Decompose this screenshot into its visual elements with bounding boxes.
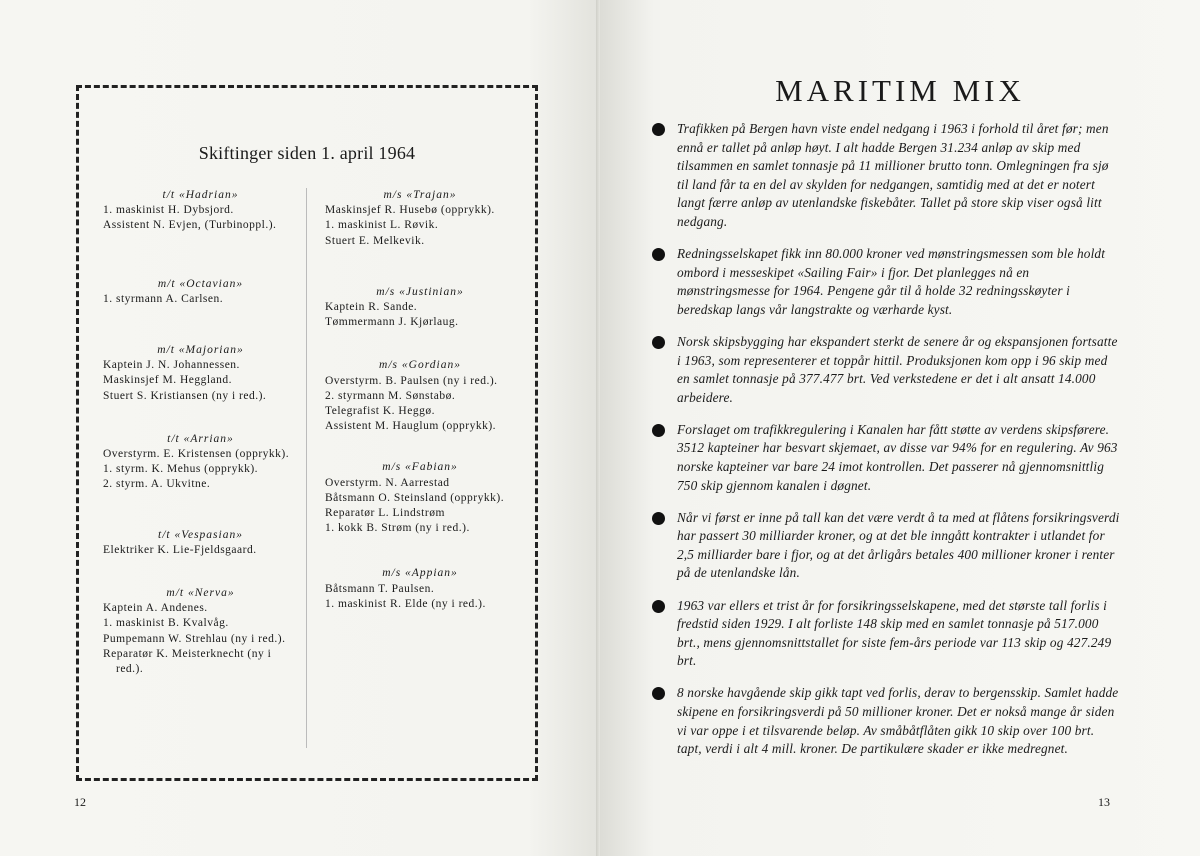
crew-line: Båtsmann O. Steinsland (opprykk). bbox=[325, 491, 505, 504]
bullet-icon bbox=[652, 123, 665, 136]
news-item bbox=[650, 597, 1120, 671]
ship-name: m/s «Gordian» bbox=[379, 359, 461, 372]
bullet-icon bbox=[652, 248, 665, 261]
crew-line: 1. maskinist R. Elde (ny i red.). bbox=[325, 597, 486, 610]
bullet-icon bbox=[652, 512, 665, 525]
bullet-icon bbox=[652, 687, 665, 700]
ship-entry bbox=[325, 566, 515, 612]
ship-name: m/t «Nerva» bbox=[166, 587, 235, 600]
ship-name: m/s «Appian» bbox=[382, 567, 458, 580]
ship-name: m/s «Fabian» bbox=[382, 461, 458, 474]
crew-line: 2. styrmann M. Sønstabø. bbox=[325, 389, 456, 402]
right-page bbox=[600, 0, 1200, 856]
crew-line: Maskinsjef R. Husebø (opprykk). bbox=[325, 204, 495, 217]
news-item-text: Forslaget om trafikkregulering i Kanalen har fått støtte av verdens skipsførere. 3512 kapteiner har besvart skjemaet, av disse var 94% for en regulering. Av 963 norske kapteiner var bare 24 imot kontrollen. Det passerer nå gjennomsnittlig 750 skip gjennom kanalen i døgnet. bbox=[677, 421, 1118, 493]
crew-line: Kaptein J. N. Johannessen. bbox=[103, 359, 240, 372]
crew-line: 1. styrmann A. Carlsen. bbox=[103, 292, 224, 305]
crew-line: Pumpemann W. Strehlau (ny i red.). bbox=[103, 632, 286, 645]
page-number-right: 13 bbox=[1098, 795, 1110, 809]
crew-line: Overstyrm. B. Paulsen (ny i red.). bbox=[325, 374, 498, 387]
ship-entry bbox=[325, 460, 515, 536]
crew-line: 1. maskinist B. Kvalvåg. bbox=[103, 617, 229, 630]
crew-line: Telegrafist K. Heggø. bbox=[325, 405, 435, 418]
crew-line: Reparatør K. Meisterknecht (ny i red.). bbox=[103, 647, 272, 676]
news-item-text: Redningsselskapet fikk inn 80.000 kroner ved mønstringsmessen som ble holdt ombord i messeskipet «Sailing Fair» i fjor. Det planlegges nå en mønstringsmesse for 1964. Pengene går til å holde 32 redningsskøyter i beredskap langs vår langstrakte og værharde kyst. bbox=[677, 246, 1106, 317]
crew-line: Maskinsjef M. Heggland. bbox=[103, 374, 233, 387]
news-item-text: Norsk skipsbygging har ekspandert sterkt de senere år og ekspansjonen fortsatte i 1963, som representerer et toppår hittil. Produksjonen kom opp i 96 skip med en samlet tonnasje på 377.477 brt. Ved verkstedene er det i alt ansatt 14.000 arbeidere. bbox=[677, 333, 1118, 405]
ship-entry bbox=[103, 528, 298, 558]
news-item bbox=[650, 509, 1120, 583]
crew-line: Båtsmann T. Paulsen. bbox=[325, 582, 435, 595]
column-divider bbox=[306, 188, 307, 748]
news-item bbox=[650, 333, 1120, 407]
crew-line: 1. maskinist H. Dybsjord. bbox=[103, 204, 234, 217]
crew-line: 2. styrm. A. Ukvitne. bbox=[103, 478, 211, 491]
maritim-mix-title: MARITIM MIX bbox=[775, 73, 1025, 108]
bullet-icon bbox=[652, 336, 665, 349]
crew-line: 1. styrm. K. Mehus (opprykk). bbox=[103, 463, 259, 476]
bullet-icon bbox=[652, 600, 665, 613]
news-item-text: Trafikken på Bergen havn viste endel nedgang i 1963 i forhold til året før; men ennå er tallet på anløp høyt. I alt hadde Bergen 31.234 anløp av skip med tilsammen en samlet tonnasje på 11 millioner brutto tonn. Omlegningen fra sjø til land får ta en del av skylden for nedgangen, samtidig med at det er notert langt færre anløp av utenlandske fiskebåter. Tallet på store skip viser også litt nedgang. bbox=[677, 121, 1109, 229]
ship-entry bbox=[103, 586, 298, 677]
right-column bbox=[325, 188, 515, 612]
crew-line: Stuert E. Melkevik. bbox=[325, 234, 425, 247]
bullet-icon bbox=[652, 424, 665, 437]
ship-name: m/s «Trajan» bbox=[383, 189, 457, 201]
ship-entry bbox=[103, 343, 298, 404]
crew-line: Assistent N. Evjen, (Turbinoppl.). bbox=[103, 219, 277, 232]
crew-line: 1. maskinist L. Røvik. bbox=[325, 219, 439, 232]
crew-line: Tømmermann J. Kjørlaug. bbox=[325, 316, 459, 329]
ship-name: t/t «Hadrian» bbox=[162, 189, 239, 201]
news-item bbox=[650, 684, 1120, 758]
ship-name: t/t «Vespasian» bbox=[158, 528, 243, 541]
crew-line: Elektriker K. Lie-Fjeldsgaard. bbox=[103, 543, 257, 556]
news-item bbox=[650, 245, 1120, 319]
ship-entry bbox=[103, 277, 298, 307]
crew-line: Overstyrm. E. Kristensen (opprykk). bbox=[103, 448, 290, 461]
crew-line: Stuert S. Kristiansen (ny i red.). bbox=[103, 389, 267, 402]
page-number-left: 12 bbox=[74, 795, 86, 809]
ship-entry bbox=[103, 432, 298, 493]
ship-name: m/t «Majorian» bbox=[157, 344, 244, 357]
crew-line: 1. kokk B. Strøm (ny i red.). bbox=[325, 522, 470, 535]
news-item bbox=[650, 120, 1120, 232]
ship-entry bbox=[325, 285, 515, 331]
crew-line: Kaptein R. Sande. bbox=[325, 301, 418, 314]
crew-line: Overstyrm. N. Aarrestad bbox=[325, 476, 450, 489]
crew-line: Reparatør L. Lindstrøm bbox=[325, 507, 445, 520]
news-item-text: 8 norske havgående skip gikk tapt ved forlis, derav to bergensskip. Samlet hadde skipene en forsikringsverdi på 50 millioner kroner. Det er nokså mange år siden vi var oppe i et tilsvarende beløp. Av småbåtflåten gikk 10 skip over 100 brt. tapt, verdi i alt 4 mill. kroner. De partikulære skader er ikke medregnet. bbox=[677, 685, 1119, 757]
crew-changes-box bbox=[76, 85, 538, 781]
ship-entry bbox=[103, 188, 298, 234]
crew-line: Assistent M. Hauglum (opprykk). bbox=[325, 420, 497, 433]
news-item bbox=[650, 421, 1120, 495]
news-items bbox=[650, 120, 1120, 772]
news-item-text: 1963 var ellers et trist år for forsikringsselskapene, med det største tall forlis i fredstid siden 1929. I alt forliste 148 skip med en samlet tonnasje på 517.000 brt., mens gjennomsnittstallet for siste fem-års periode var 113 skip og 427.249 brt. bbox=[677, 597, 1112, 669]
ship-name: m/t «Octavian» bbox=[157, 277, 244, 290]
ship-name: m/s «Justinian» bbox=[376, 285, 464, 298]
left-column bbox=[103, 188, 298, 677]
crew-changes-title: Skiftinger siden 1. april 1964 bbox=[198, 143, 416, 163]
crew-line: Kaptein A. Andenes. bbox=[103, 602, 208, 615]
news-item-text: Når vi først er inne på tall kan det være verdt å ta med at flåtens forsikringsverdi har passert 30 milliarder kroner, og at det ble inngått kontrakter i utlandet for 2,5 milliarder bare i fjor, og at det årligårs betales 400 millioner kroner i renter på de utenlandske lån. bbox=[677, 509, 1120, 581]
ship-entry bbox=[325, 358, 515, 434]
ship-entry bbox=[325, 188, 515, 249]
ship-name: t/t «Arrian» bbox=[167, 432, 234, 445]
